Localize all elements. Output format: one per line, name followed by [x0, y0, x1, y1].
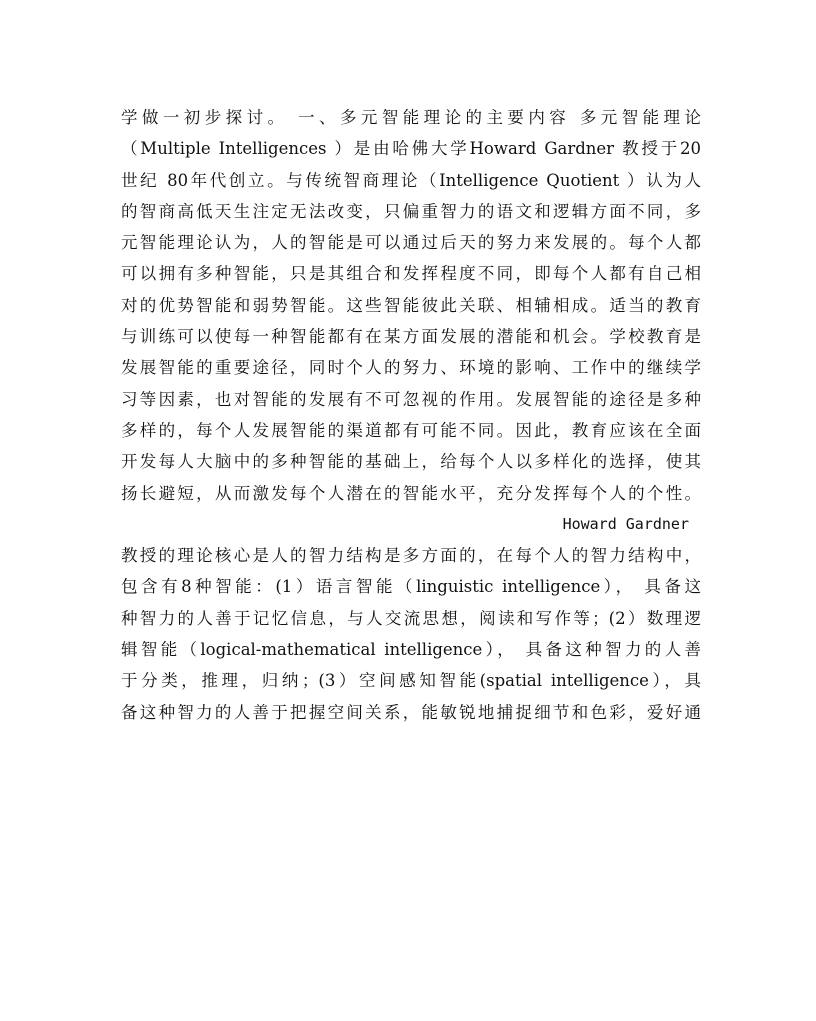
text-line: （Multiple Intelligences ）是由哈佛大学Howard Gardner 教授于20	[121, 139, 701, 159]
text-line: 元智能理论认为，人的智能是可以通过后天的努力来发展的。每个人都	[121, 233, 701, 253]
body-text	[121, 102, 701, 728]
text-line: 包含有8种智能：(1）语言智能（linguistic intelligence）， 具备这	[121, 577, 701, 597]
text-line: 习等因素，也对智能的发展有不可忽视的作用。发展智能的途径是多种	[121, 389, 701, 409]
text-line: 于分类，推理，归纳；(3）空间感知智能(spatial intelligence），具	[121, 671, 701, 691]
text-line: 与训练可以使每一种智能都有在某方面发展的潜能和机会。学校教育是	[121, 327, 701, 347]
text-line: 多样的，每个人发展智能的渠道都有可能不同。因此，教育应该在全面	[121, 420, 701, 440]
text-line: 扬长避短，从而激发每个人潜在的智能水平，充分发挥每个人的个性。	[121, 483, 701, 503]
text-line: 种智力的人善于记忆信息，与人交流思想，阅读和写作等；(2）数理逻	[121, 608, 701, 628]
author-name-line: Howard Gardner	[562, 514, 689, 533]
text-line: 开发每人大脑中的多种智能的基础上，给每个人以多样化的选择，使其	[121, 452, 701, 472]
text-line: 可以拥有多种智能，只是其组合和发挥程度不同，即每个人都有自己相	[121, 264, 701, 284]
text-line: 对的优势智能和弱势智能。这些智能彼此关联、相辅相成。适当的教育	[121, 295, 701, 315]
text-line: 备这种智力的人善于把握空间关系，能敏锐地捕捉细节和色彩，爱好通	[121, 702, 701, 722]
text-line: 学做一初步探讨。 一、多元智能理论的主要内容 多元智能理论	[121, 108, 701, 127]
text-line: 发展智能的重要途径，同时个人的努力、环境的影响、工作中的继续学	[121, 358, 701, 378]
text-line: 教授的理论核心是人的智力结构是多方面的，在每个人的智力结构中，	[121, 546, 701, 566]
text-line: 世纪 80年代创立。与传统智商理论（Intelligence Quotient ）认为人	[121, 170, 701, 190]
text-line: 辑智能（logical-mathematical intelligence）， 具备这种智力的人善	[121, 640, 701, 660]
text-line: 的智商高低天生注定无法改变，只偏重智力的语文和逻辑方面不同，多	[121, 201, 701, 221]
